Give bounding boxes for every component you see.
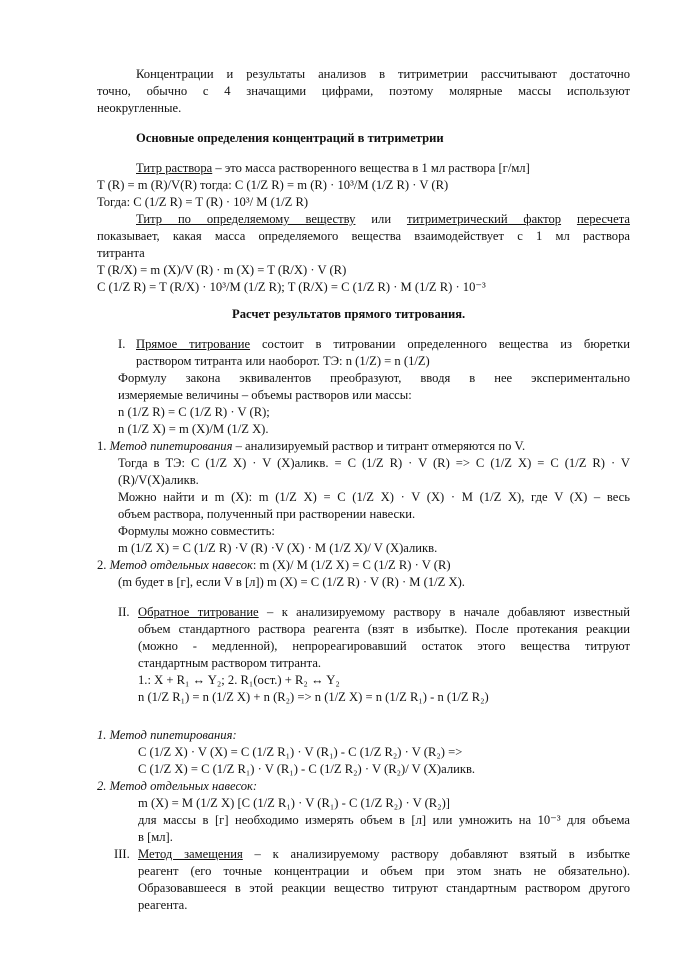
titr2-term-3: пересчета [576,212,630,226]
m1-line-4: объем раствора, полученный при растворении навески. [118,507,416,521]
m4-line-1: m (X) = M (1/Z X) [C (1/Z R₁) · V (R₁) - C (1/Z R₂) · V (R₂)] [138,796,450,810]
titr2-line-2: показывает, какая масса определяемого вещества взаимодействует с 1 мл раствора [97,229,630,243]
sec2-equation: n (1/Z R₁) = n (1/Z X) + n (R₂) => n (1/Z X) = n (1/Z R₁) - n (1/Z R₂) [138,690,489,704]
m3-line-2: C (1/Z X) = C (1/Z R₁) · V (R₁) - C (1/Z R₂) · V (R₂)/ V (X)аликв. [138,762,476,776]
m3-line-1: C (1/Z X) · V (X) = C (1/Z R₁) · V (R₁) - C (1/Z R₂) · V (R₂) => [138,745,463,759]
intro-line-2: точно, обычно с 4 значащими цифрами, поэтому молярные массы используют [97,84,630,98]
sec2-text-1: – к анализируемому раствору в начале добавляют известный [258,605,630,619]
sec2-number: II. [118,605,130,619]
sec1-line-6: n (1/Z X) = m (X)/M (1/Z X). [118,422,269,436]
titr-def-text: – это масса растворенного вещества в 1 мл раствора [г/мл] [212,161,530,175]
sec2-term: Обратное титрование [138,605,259,619]
m1-title-line [97,439,525,453]
sec1-line-2: раствором титранта или наоборот. ТЭ: n (1/Z) = n (1/Z) [136,354,430,368]
m2-rest: : m (X)/ M (1/Z X) = C (1/Z R) · V (R) [252,558,451,572]
sec3-line-1 [138,847,630,861]
titr2-term-2: титриметрический фактор [406,212,562,226]
titr-definition [136,161,530,175]
m4-line-3: в [мл]. [138,830,173,844]
titr2-formula-1: T (R/X) = m (X)/V (R) · m (X) = T (R/X) · V (R) [97,263,347,277]
m1-line-3: Можно найти и m (X): m (1/Z X) = C (1/Z X) · V (X) · M (1/Z X), где V (X) – весь [118,490,630,504]
titr2-term-1: Титр по определяемому веществу [136,212,356,226]
titr2-word-2 [561,212,577,226]
titr2-formula-2: C (1/Z R) = T (R/X) · 10³/M (1/Z R); T (R/X) = C (1/Z R) · M (1/Z R) · 10⁻³ [97,280,486,294]
sec1-text-1: состоит в титровании определенного вещества из бюретки [250,337,630,351]
sec3-line-3: Образовавшееся в этой реакции вещество титруют стандартным раствором другого [138,881,630,895]
titr-term: Титр раствора [136,161,213,175]
titr2-word-1: или [355,212,407,226]
sec1-number: I. [118,337,126,351]
m1-title: Метод пипетирования [109,439,233,453]
sec1-line-1 [136,337,630,351]
titr-formula-1: T (R) = m (R)/V(R) тогда: C (1/Z R) = m (R) · 10³/M (1/Z R) · V (R) [97,178,449,192]
m1-line-1: Тогда в ТЭ: C (1/Z X) · V (X)аликв. = C (1/Z R) · V (R) => C (1/Z X) = C (1/Z R) · V [118,456,630,470]
m4-title: 2. Метод отдельных навесок: [97,779,258,793]
titr2-line-1 [136,212,630,226]
m1-line-2: (R)/V(X)аликв. [118,473,199,487]
m1-line-5: Формулы можно совместить: [118,524,275,538]
m1-rest: – анализируемый раствор и титрант отмеряются по V. [232,439,526,453]
sec3-text-1: – к анализируемому раствору добавляют взятый в избытке [242,847,630,861]
sec2-line-3: (можно - медленной), непрореагировавший остаток этого вещества титруют [138,639,630,653]
m2-title: Метод отдельных навесок [109,558,253,572]
sec3-line-4: реагента. [138,898,188,912]
sec1-term: Прямое титрование [136,337,251,351]
sec2-line-1 [138,605,630,619]
intro-line-1: Концентрации и результаты анализов в титриметрии рассчитывают достаточно [136,67,630,81]
m2-number: 2. [97,558,110,572]
sec2-line-2: объем стандартного раствора реагента (взят в избытке). После протекания реакции [138,622,630,636]
m1-line-6: m (1/Z X) = C (1/Z R) ·V (R) ·V (X) · M (1/Z X)/ V (X)аликв. [118,541,438,555]
titr-formula-2: Тогда: C (1/Z R) = T (R) · 10³/ M (1/Z R) [97,195,309,209]
sec3-term: Метод замещения [138,847,243,861]
sec1-line-5: n (1/Z R) = C (1/Z R) · V (R); [118,405,270,419]
m2-line-1: (m будет в [г], если V в [л]) m (X) = C (1/Z R) · V (R) · M (1/Z X). [118,575,465,589]
sec3-line-2: реагент (его точные концентрации и объем при этом знать не обязательно). [138,864,630,878]
sec2-reaction: 1.: X + R₁ ↔ Y₂; 2. R₁(ост.) + R₂ ↔ Y₂ [138,673,340,687]
sec1-line-3: Формулу закона эквивалентов преобразуют, вводя в нее экспериментально [118,371,630,385]
m1-number: 1. [97,439,110,453]
sec3-number: III. [114,847,130,861]
sec2-line-4: стандартным раствором титранта. [138,656,322,670]
intro-line-3: неокругленные. [97,101,182,115]
heading-concentrations: Основные определения концентраций в титриметрии [136,131,444,145]
sec1-line-4: измеряемые величины – объемы растворов или массы: [118,388,412,402]
m2-title-line [97,558,451,572]
m4-line-2: для массы в [г] необходимо измерять объем в [л] или умножить на 10⁻³ для объема [138,813,630,827]
heading-direct-titration: Расчет результатов прямого титрования. [232,307,466,321]
m3-title: 1. Метод пипетирования: [97,728,237,742]
titr2-line-3: титранта [97,246,145,260]
